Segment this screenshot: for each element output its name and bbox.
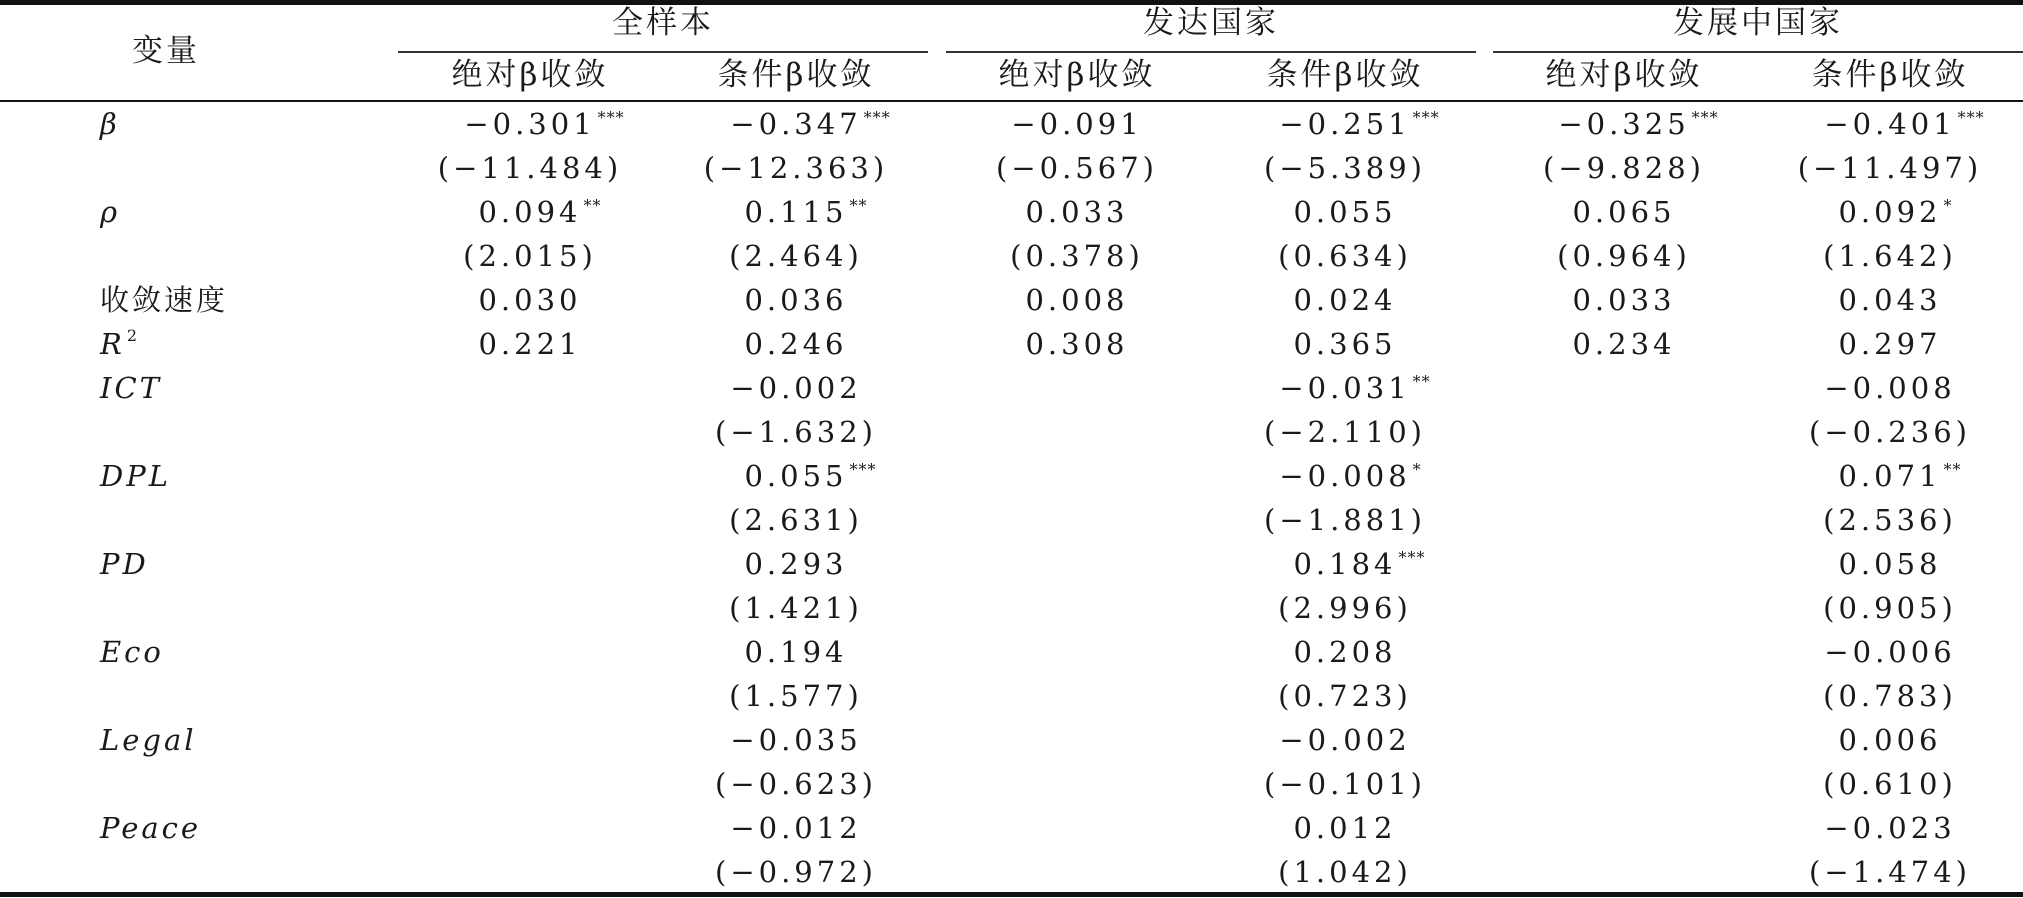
cell-value: 0.246 xyxy=(744,327,848,361)
table-cell-tstat xyxy=(1010,238,1144,274)
variable-name: Eco xyxy=(100,635,164,669)
table-cell-tstat xyxy=(1264,502,1426,538)
variable-name: Legal xyxy=(100,723,197,757)
table-cell-coefficient xyxy=(744,546,847,582)
cell-value: (2.536) xyxy=(1823,503,1957,537)
table-cell-coefficient xyxy=(1011,106,1142,142)
row-variable-label xyxy=(100,370,162,406)
cell-value: 0.234 xyxy=(1572,327,1676,361)
subheader-absolute-convergence: 绝对β收敛 xyxy=(451,57,609,93)
subheader-absolute-convergence: 绝对β收敛 xyxy=(998,57,1156,93)
table-cell-coefficient xyxy=(744,634,847,670)
cell-value: 0.308 xyxy=(1025,327,1129,361)
cell-value: −0.002 xyxy=(1279,723,1411,757)
table-cell-coefficient xyxy=(1293,326,1396,362)
cell-value: 0.024 xyxy=(1293,283,1397,317)
cell-value: 0.184 xyxy=(1293,547,1397,581)
cell-value: (−11.484) xyxy=(437,151,623,185)
cell-value: (2.464) xyxy=(729,239,863,273)
cell-value: −0.008 xyxy=(1279,459,1411,493)
cell-value: −0.035 xyxy=(730,723,862,757)
table-cell-tstat xyxy=(463,238,597,274)
cell-value: (1.642) xyxy=(1823,239,1957,273)
group-header-developing: 发展中国家 xyxy=(1673,5,1843,41)
cell-value: 0.036 xyxy=(744,283,848,317)
table-cell-coefficient xyxy=(1025,282,1128,318)
subheader-conditional-convergence: 条件β收敛 xyxy=(1811,57,1969,93)
table-cell-coefficient xyxy=(1293,194,1396,230)
variable-header: 变量 xyxy=(132,33,200,69)
cell-value: (−9.828) xyxy=(1543,151,1705,185)
table-cell-coefficient xyxy=(1838,722,1941,758)
significance-stars: ** xyxy=(1412,372,1431,391)
table-cell-tstat xyxy=(1278,678,1412,714)
table-cell-tstat xyxy=(729,238,863,274)
table-cell-tstat xyxy=(1278,590,1412,626)
table-bottom-rule xyxy=(0,892,2023,897)
subheader-absolute-convergence: 绝对β收敛 xyxy=(1545,57,1703,93)
row-variable-label xyxy=(100,194,120,230)
row-variable-label xyxy=(100,546,149,582)
table-cell-coefficient xyxy=(478,282,581,318)
cell-value: 0.065 xyxy=(1572,195,1676,229)
table-cell-coefficient xyxy=(1279,722,1410,758)
subheader-conditional-convergence: 条件β收敛 xyxy=(717,57,875,93)
table-cell-tstat xyxy=(1278,238,1412,274)
cell-value: 0.194 xyxy=(744,635,848,669)
cell-value: −0.091 xyxy=(1011,107,1143,141)
table-cell-coefficient xyxy=(1279,370,1430,406)
cell-value: −0.023 xyxy=(1824,811,1956,845)
cell-value: 0.030 xyxy=(478,283,582,317)
cell-value: (−0.101) xyxy=(1264,767,1426,801)
table-cell-tstat xyxy=(1823,678,1957,714)
table-cell-tstat xyxy=(1823,590,1957,626)
cell-value: (−0.236) xyxy=(1809,415,1971,449)
variable-name: R xyxy=(100,327,125,361)
cell-value: (−1.881) xyxy=(1264,503,1426,537)
table-cell-tstat xyxy=(1557,238,1691,274)
table-cell-tstat xyxy=(715,854,877,890)
table-cell-tstat xyxy=(1809,854,1971,890)
cell-value: (0.378) xyxy=(1010,239,1144,273)
group-header-developed: 发达国家 xyxy=(1143,5,1279,41)
table-cell-coefficient xyxy=(478,326,581,362)
variable-superscript: 2 xyxy=(126,326,139,345)
table-cell-coefficient xyxy=(744,282,847,318)
cell-value: (2.996) xyxy=(1278,591,1412,625)
significance-stars: ** xyxy=(583,196,602,215)
table-cell-coefficient xyxy=(1824,106,1984,142)
cell-value: (0.723) xyxy=(1278,679,1412,713)
group-header-full-sample: 全样本 xyxy=(612,5,714,41)
cell-value: −0.012 xyxy=(730,811,862,845)
table-cell-coefficient xyxy=(1293,810,1396,846)
table-cell-coefficient xyxy=(1824,370,1955,406)
cell-value: 0.297 xyxy=(1838,327,1942,361)
table-cell-coefficient xyxy=(744,458,876,494)
table-cell-coefficient xyxy=(730,370,861,406)
cell-value: (−0.972) xyxy=(715,855,877,889)
row-variable-label xyxy=(100,810,201,846)
row-variable-label xyxy=(100,326,138,362)
cell-value: −0.325 xyxy=(1558,107,1690,141)
cell-value: 0.043 xyxy=(1838,283,1942,317)
variable-name: β xyxy=(100,107,120,141)
table-cell-tstat xyxy=(1264,766,1426,802)
significance-stars: *** xyxy=(1412,108,1440,127)
table-cell-coefficient xyxy=(730,722,861,758)
cell-value: 0.055 xyxy=(1293,195,1397,229)
table-cell-coefficient xyxy=(1293,546,1425,582)
cell-value: (0.783) xyxy=(1823,679,1957,713)
cell-value: 0.006 xyxy=(1838,723,1942,757)
group-underline-full-sample xyxy=(398,51,928,53)
table-cell-coefficient xyxy=(730,106,890,142)
table-cell-tstat xyxy=(1278,854,1412,890)
table-cell-coefficient xyxy=(1572,194,1675,230)
table-cell-tstat xyxy=(715,766,877,802)
cell-value: 0.071 xyxy=(1838,459,1942,493)
table-cell-coefficient xyxy=(1572,282,1675,318)
table-cell-coefficient xyxy=(744,194,867,230)
cell-value: −0.251 xyxy=(1279,107,1411,141)
significance-stars: ** xyxy=(849,196,868,215)
table-cell-coefficient xyxy=(1293,282,1396,318)
variable-name: ρ xyxy=(100,195,121,229)
cell-value: −0.008 xyxy=(1824,371,1956,405)
significance-stars: * xyxy=(1412,460,1422,479)
table-cell-tstat xyxy=(1823,502,1957,538)
table-cell-tstat xyxy=(1543,150,1705,186)
cell-value: (1.421) xyxy=(729,591,863,625)
table-cell-tstat xyxy=(996,150,1158,186)
significance-stars: *** xyxy=(849,460,877,479)
cell-value: (−2.110) xyxy=(1264,415,1426,449)
table-cell-tstat xyxy=(729,678,863,714)
table-cell-tstat xyxy=(1798,150,1982,186)
cell-value: 0.008 xyxy=(1025,283,1129,317)
cell-value: −0.002 xyxy=(730,371,862,405)
cell-value: 0.293 xyxy=(744,547,848,581)
cell-value: 0.221 xyxy=(478,327,582,361)
cell-value: 0.365 xyxy=(1293,327,1397,361)
table-cell-coefficient xyxy=(1279,458,1421,494)
table-cell-coefficient xyxy=(1572,326,1675,362)
cell-value: 0.033 xyxy=(1572,283,1676,317)
cell-value: (2.015) xyxy=(463,239,597,273)
cell-value: (−0.567) xyxy=(996,151,1158,185)
table-cell-coefficient xyxy=(1293,634,1396,670)
table-cell-coefficient xyxy=(1824,634,1955,670)
table-cell-coefficient xyxy=(730,810,861,846)
row-variable-label xyxy=(100,722,197,758)
table-cell-coefficient xyxy=(478,194,601,230)
cell-value: 0.094 xyxy=(478,195,582,229)
row-variable-label xyxy=(100,458,171,494)
cell-value: 0.092 xyxy=(1838,195,1942,229)
significance-stars: ** xyxy=(1943,460,1962,479)
row-variable-label xyxy=(100,282,228,318)
group-underline-developing xyxy=(1493,51,2023,53)
table-cell-tstat xyxy=(729,590,863,626)
table-cell-tstat xyxy=(704,150,888,186)
variable-name: 收敛速度 xyxy=(100,283,229,317)
table-cell-coefficient xyxy=(1558,106,1718,142)
row-variable-label xyxy=(100,634,164,670)
variable-name: Peace xyxy=(100,811,202,845)
cell-value: (1.042) xyxy=(1278,855,1412,889)
cell-value: (0.905) xyxy=(1823,591,1957,625)
cell-value: −0.301 xyxy=(464,107,596,141)
cell-value: (−12.363) xyxy=(703,151,889,185)
significance-stars: * xyxy=(1943,196,1953,215)
table-cell-tstat xyxy=(1823,238,1957,274)
significance-stars: *** xyxy=(597,108,625,127)
table-cell-coefficient xyxy=(1838,458,1961,494)
table-cell-tstat xyxy=(1264,150,1426,186)
table-cell-coefficient xyxy=(1838,282,1941,318)
cell-value: (−0.623) xyxy=(715,767,877,801)
cell-value: (−1.632) xyxy=(715,415,877,449)
variable-name: DPL xyxy=(100,459,172,493)
cell-value: (2.631) xyxy=(729,503,863,537)
cell-value: −0.031 xyxy=(1279,371,1411,405)
table-cell-coefficient xyxy=(1838,194,1952,230)
cell-value: 0.208 xyxy=(1293,635,1397,669)
significance-stars: *** xyxy=(863,108,891,127)
table-cell-tstat xyxy=(1823,766,1957,802)
cell-value: 0.033 xyxy=(1025,195,1129,229)
cell-value: 0.115 xyxy=(744,195,848,229)
table-cell-coefficient xyxy=(464,106,624,142)
cell-value: −0.401 xyxy=(1824,107,1956,141)
significance-stars: *** xyxy=(1957,108,1985,127)
subheader-conditional-convergence: 条件β收敛 xyxy=(1266,57,1424,93)
table-cell-tstat xyxy=(438,150,622,186)
table-cell-tstat xyxy=(715,414,877,450)
cell-value: (−1.474) xyxy=(1809,855,1971,889)
significance-stars: *** xyxy=(1691,108,1719,127)
cell-value: (0.610) xyxy=(1823,767,1957,801)
significance-stars: *** xyxy=(1398,548,1426,567)
table-cell-tstat xyxy=(1264,414,1426,450)
cell-value: −0.347 xyxy=(730,107,862,141)
group-underline-developed xyxy=(946,51,1476,53)
cell-value: (0.634) xyxy=(1278,239,1412,273)
table-cell-coefficient xyxy=(1279,106,1439,142)
variable-name: ICT xyxy=(100,371,162,405)
table-cell-coefficient xyxy=(1025,194,1128,230)
cell-value: (−11.497) xyxy=(1797,151,1983,185)
table-cell-coefficient xyxy=(744,326,847,362)
row-variable-label xyxy=(100,106,120,142)
table-cell-coefficient xyxy=(1838,546,1941,582)
table-cell-coefficient xyxy=(1824,810,1955,846)
table-cell-coefficient xyxy=(1838,326,1941,362)
cell-value: 0.012 xyxy=(1293,811,1397,845)
cell-value: (1.577) xyxy=(729,679,863,713)
cell-value: 0.058 xyxy=(1838,547,1942,581)
cell-value: −0.006 xyxy=(1824,635,1956,669)
cell-value: (−5.389) xyxy=(1264,151,1426,185)
header-bottom-rule xyxy=(0,100,2023,102)
table-cell-coefficient xyxy=(1025,326,1128,362)
cell-value: (0.964) xyxy=(1557,239,1691,273)
cell-value: 0.055 xyxy=(744,459,848,493)
variable-name: PD xyxy=(100,547,149,581)
table-cell-tstat xyxy=(1809,414,1971,450)
table-cell-tstat xyxy=(729,502,863,538)
